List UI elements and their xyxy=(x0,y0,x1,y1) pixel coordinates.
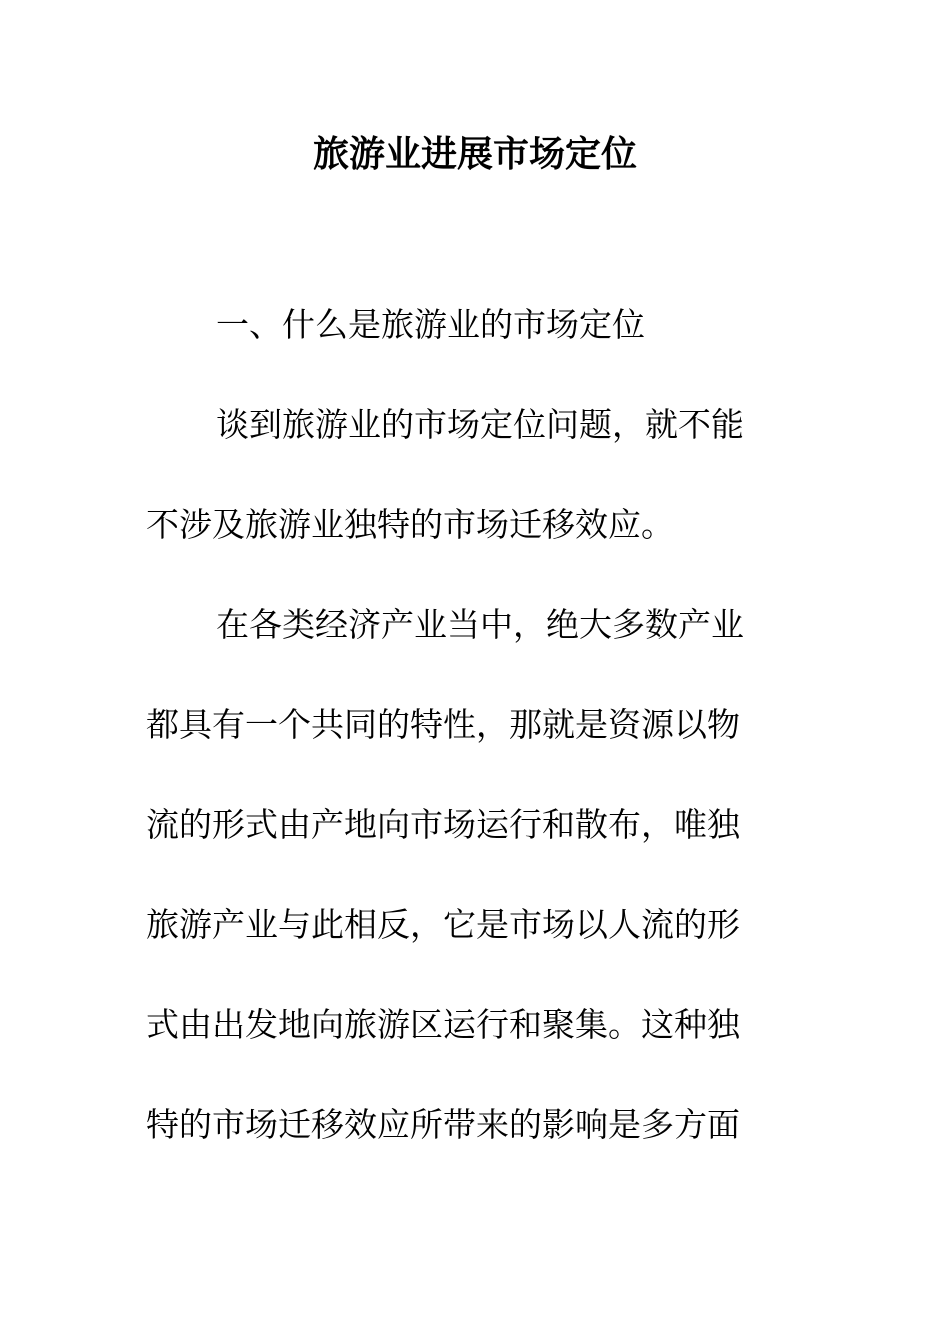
paragraph-line: 式由出发地向旅游区运行和聚集。这种独 xyxy=(146,1005,740,1044)
paragraph-line: 流的形式由产地向市场运行和散布，唯独 xyxy=(146,805,740,844)
paragraph-line: 谈到旅游业的市场定位问题，就不能 xyxy=(216,405,744,444)
paragraph-line: 在各类经济产业当中，绝大多数产业 xyxy=(216,605,744,644)
document-title: 旅游业进展市场定位 xyxy=(312,133,637,175)
section-heading: 一、什么是旅游业的市场定位 xyxy=(216,305,645,344)
paragraph-line: 不涉及旅游业独特的市场迁移效应。 xyxy=(146,505,674,544)
paragraph-line: 特的市场迁移效应所带来的影响是多方面 xyxy=(146,1105,740,1144)
paragraph-line: 都具有一个共同的特性，那就是资源以物 xyxy=(146,705,740,744)
paragraph-line: 旅游产业与此相反，它是市场以人流的形 xyxy=(146,905,740,944)
